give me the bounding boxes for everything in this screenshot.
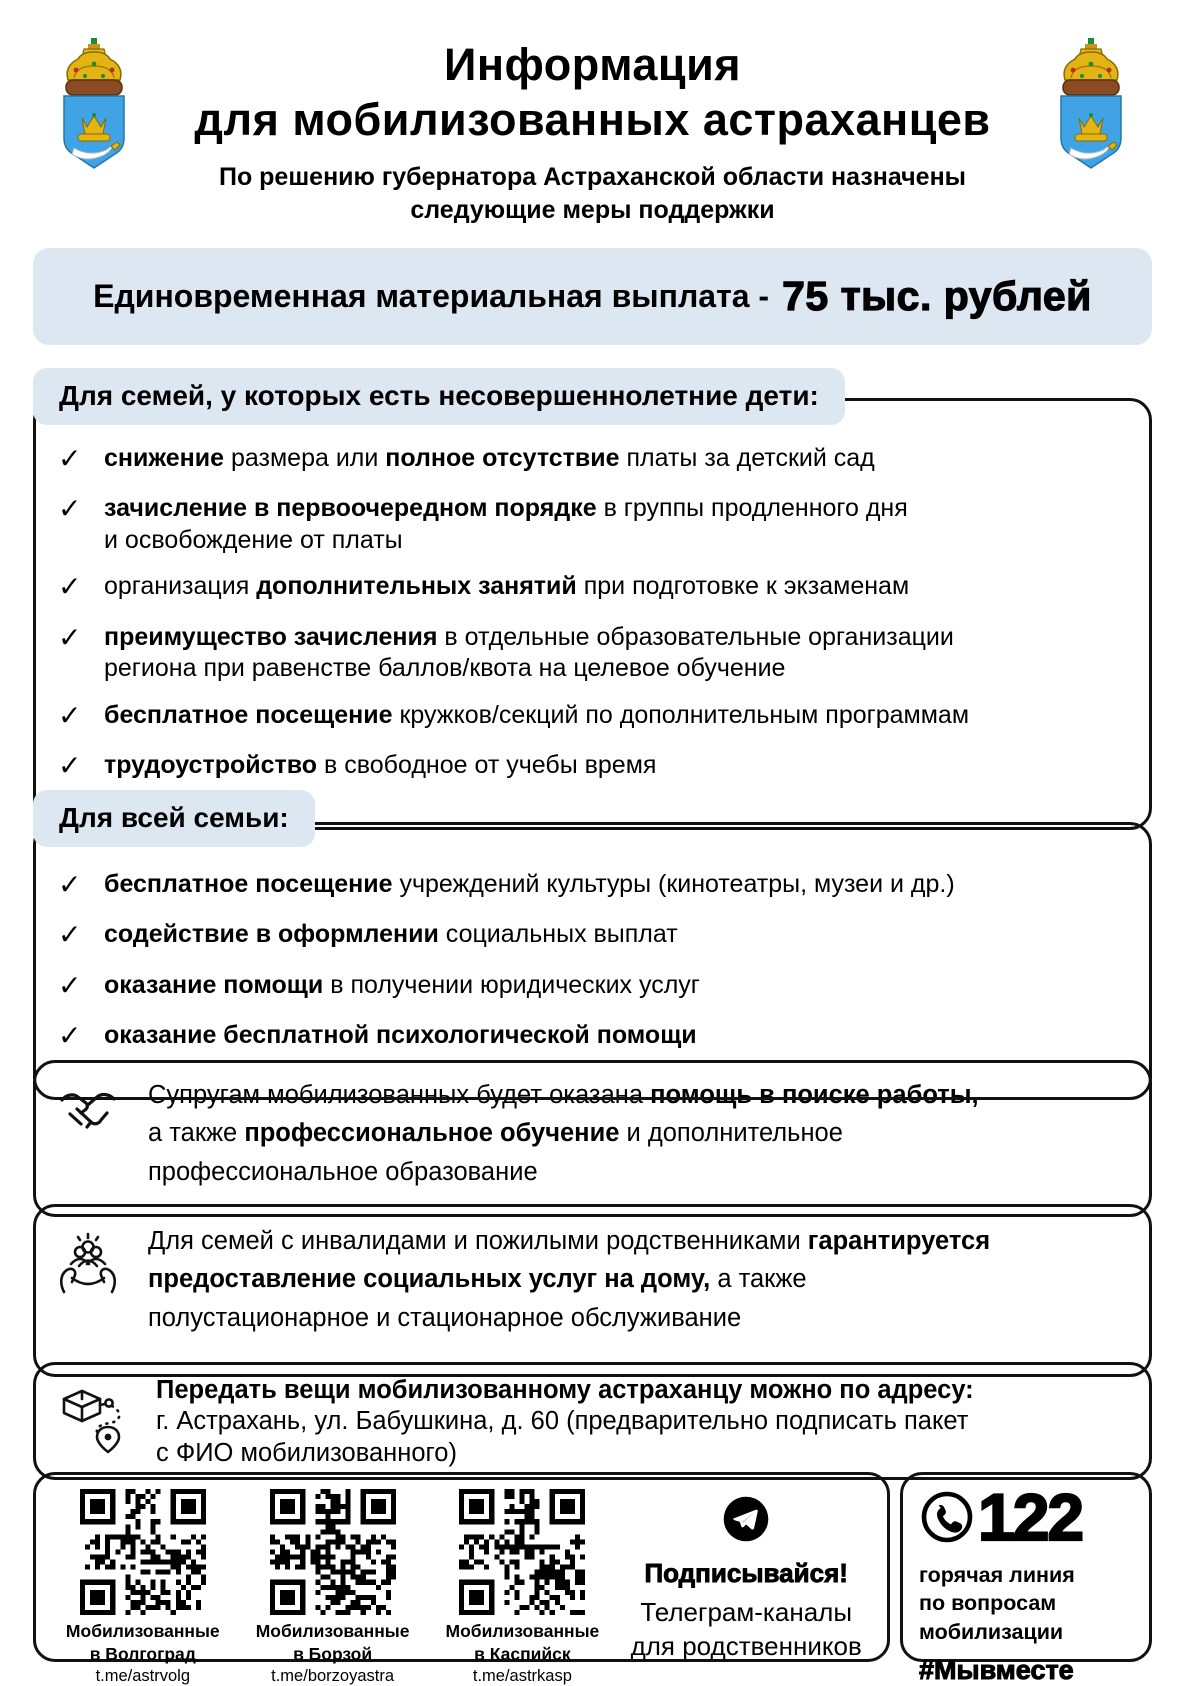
check-item (58, 443, 1123, 478)
section-header-family: Для всей семьи: (33, 790, 315, 847)
footer (33, 1472, 1152, 1686)
qr-code-borzoy (270, 1489, 396, 1615)
check-item-text: оказание помощи в получении юридических услуг (104, 970, 700, 999)
check-item (58, 571, 1123, 606)
care-hands-icon (56, 1230, 120, 1301)
telegram-channels-box (33, 1472, 890, 1685)
phone-ring-icon (919, 1489, 975, 1545)
package-route-icon (56, 1379, 128, 1460)
check-icon: ✓ (58, 620, 82, 654)
check-item (58, 919, 1123, 954)
spouse-employment-text: Супругам мобилизованных будет оказана помощь в поиске работы, а также профессиональное обучение и дополнительное профессиональное образование (148, 1081, 979, 1186)
payment-banner-amount: 75 тыс. рублей (782, 273, 1092, 319)
astrakhan-coat-of-arms-left (48, 36, 140, 172)
check-icon: ✓ (58, 570, 82, 604)
telegram-plane-icon (722, 1495, 770, 1543)
qr-channel-url: t.me/astrvolg (95, 1666, 191, 1685)
check-item-text: зачисление в первоочередном порядке в группы продленного дня и освобождение от платы (104, 494, 908, 554)
check-item-text: организация дополнительных занятий при подготовке к экзаменам (104, 572, 910, 601)
check-item-text: бесплатное посещение кружков/секций по дополнительным программам (104, 700, 970, 729)
header-titles (140, 36, 1045, 227)
qr-channel-url: t.me/borzoyastra (271, 1666, 395, 1685)
payment-banner (33, 248, 1152, 345)
check-item-text: бесплатное посещение учреждений культуры (кинотеатры, музеи и др.) (104, 870, 955, 898)
hotline-number: 122 (978, 1480, 1083, 1554)
emblem-crown (67, 38, 121, 80)
hotline-box (900, 1472, 1152, 1686)
emblem-cap-band (66, 80, 122, 95)
subtitle-line-2: следующие меры поддержки (410, 195, 775, 224)
check-item-text: преимущество зачисления в отдельные образовательные организации региона при равенстве баллов/квота на целевое обучение (104, 622, 954, 683)
qr-channel-name: Мобилизованные в Каспийск (445, 1621, 600, 1664)
check-item-text: снижение размера или полное отсутствие платы за детский сад (104, 444, 875, 472)
children-benefits-box (33, 398, 1152, 830)
check-icon: ✓ (58, 918, 82, 952)
check-icon: ✓ (58, 968, 82, 1002)
telegram-subscribe-line: Телеграм-каналы для родственников (630, 1597, 862, 1661)
social-services-text: Для семей с инвалидами и пожилыми родственниками гарантируется предоставление социальных услуг на дому, а также полустационарное и стационарное обслуживание (148, 1227, 991, 1332)
title-line-2: для мобилизованных астраханцев (194, 93, 991, 145)
header (0, 0, 1185, 227)
subtitle-line-1: По решению губернатора Астраханской области назначены (218, 162, 967, 191)
family-benefits-box (33, 822, 1152, 1100)
parcel-address-text: Передать вещи мобилизованному астраханцу можно по адресу: г. Астрахань, ул. Бабушкина, д. 60 (предварительно подписать пакет с ФИО мобилизованного) (156, 1376, 974, 1467)
page-subtitle (140, 161, 1045, 227)
check-item (58, 622, 1123, 685)
qr-channel-kaspiysk (433, 1487, 611, 1686)
check-icon: ✓ (58, 492, 82, 526)
hotline-description: горячая линия по вопросам мобилизации (919, 1562, 1075, 1644)
astrakhan-coat-of-arms-right (1045, 36, 1137, 172)
check-icon: ✓ (58, 868, 82, 901)
qr-channel-url: t.me/astrkasp (472, 1666, 572, 1685)
check-item (58, 750, 1123, 785)
check-icon: ✓ (58, 748, 82, 782)
check-item-text: оказание бесплатной психологической помощи (104, 1020, 697, 1049)
hashtag: #Мывместе (919, 1655, 1074, 1686)
check-item (58, 700, 1123, 735)
check-icon: ✓ (58, 442, 82, 475)
hotline-number-row (919, 1480, 1139, 1554)
qr-channel-volgograd (54, 1487, 232, 1686)
check-item-text: трудоустройство в свободное от учебы время (104, 750, 657, 779)
check-item (58, 970, 1123, 1005)
check-item (58, 1020, 1123, 1055)
telegram-subscribe (623, 1487, 869, 1664)
check-item (58, 869, 1123, 904)
check-item-text: содействие в оформлении социальных выплат (104, 920, 678, 949)
qr-channel-borzoy (244, 1487, 422, 1686)
qr-code-kaspiysk (459, 1489, 585, 1615)
parcel-address-box (33, 1362, 1152, 1480)
section-header-children: Для семей, у которых есть несовершеннолетние дети: (33, 368, 845, 425)
qr-code-volgograd (80, 1489, 206, 1615)
social-services-box (33, 1204, 1152, 1377)
telegram-subscribe-title: Подписывайся! (644, 1558, 848, 1588)
title-line-1: Информация (444, 39, 741, 90)
check-icon: ✓ (58, 1018, 82, 1052)
page-title (140, 38, 1045, 148)
check-item (58, 493, 1123, 556)
payment-banner-label: Единовременная материальная выплата - (93, 278, 770, 314)
qr-channel-name: Мобилизованные в Волгоград (65, 1621, 220, 1664)
check-icon: ✓ (58, 698, 82, 732)
qr-channel-name: Мобилизованные в Борзой (255, 1621, 410, 1664)
